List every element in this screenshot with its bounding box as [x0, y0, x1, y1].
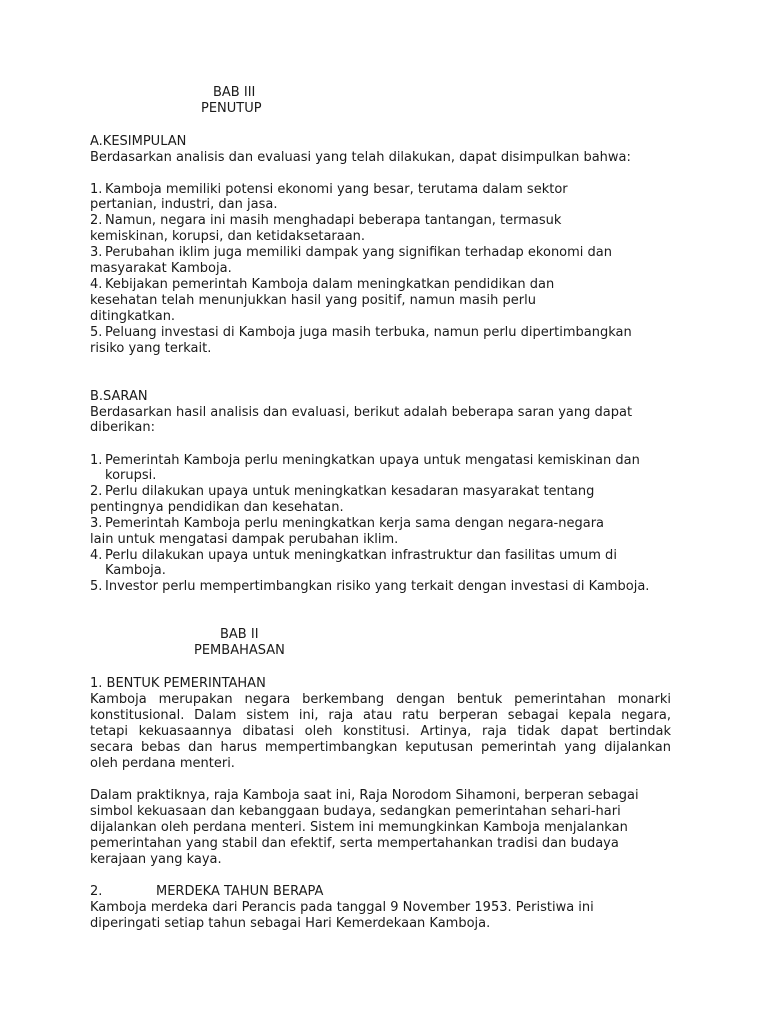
bab2-subtitle: PEMBAHASAN: [194, 643, 285, 658]
list-item: 1. Pemerintah Kamboja perlu meningkatkan upaya untuk mengatasi kemiskinan dan: [90, 453, 640, 468]
paragraph-line: Kamboja merupakan negara berkembang dengan bentuk pemerintahan monarki: [90, 692, 671, 707]
list-item-continuation: korupsi.: [105, 468, 157, 483]
list-item: 5. Investor perlu mempertimbangkan risiko yang terkait dengan investasi di Kamboja.: [90, 579, 650, 594]
paragraph-line: tetapi kekuasaannya dibatasi oleh konstitusi. Artinya, raja tidak dapat bertindak: [90, 724, 671, 739]
list-item: 4. Kebijakan pemerintah Kamboja dalam meningkatkan pendidikan dan: [90, 277, 555, 292]
saran-intro-continuation: diberikan:: [90, 420, 155, 435]
list-item-continuation: masyarakat Kamboja.: [90, 261, 232, 276]
list-item-continuation: ditingkatkan.: [90, 309, 176, 324]
list-item-continuation: pentingnya pendidikan dan kesehatan.: [90, 500, 344, 515]
bab2-title: BAB II: [220, 627, 259, 642]
kesimpulan-intro: Berdasarkan analisis dan evaluasi yang telah dilakukan, dapat disimpulkan bahwa:: [90, 150, 631, 165]
list-item-continuation: risiko yang terkait.: [90, 341, 212, 356]
list-item: 1. Kamboja memiliki potensi ekonomi yang besar, terutama dalam sektor: [90, 182, 568, 197]
saran-heading: B.SARAN: [90, 389, 148, 404]
paragraph-line: konstitusional. Dalam sistem ini, raja atau ratu berperan sebagai kepala negara,: [90, 708, 671, 723]
section2-heading: 2. MERDEKA TAHUN BERAPA: [90, 884, 324, 899]
list-item: 2. Namun, negara ini masih menghadapi beberapa tantangan, termasuk: [90, 213, 562, 228]
bab3-title: BAB III: [213, 85, 256, 100]
paragraph-line: kerajaan yang kaya.: [90, 852, 222, 867]
paragraph-line: diperingati setiap tahun sebagai Hari Kemerdekaan Kamboja.: [90, 916, 491, 931]
bab3-subtitle: PENUTUP: [201, 101, 262, 116]
kesimpulan-heading: A.KESIMPULAN: [90, 134, 187, 149]
list-item: 2. Perlu dilakukan upaya untuk meningkatkan kesadaran masyarakat tentang: [90, 484, 595, 499]
list-item-continuation: lain untuk mengatasi dampak perubahan iklim.: [90, 532, 399, 547]
paragraph-line: oleh perdana menteri.: [90, 756, 235, 771]
list-item: 4. Perlu dilakukan upaya untuk meningkatkan infrastruktur dan fasilitas umum di: [90, 548, 617, 563]
list-item: 3. Perubahan iklim juga memiliki dampak yang signifikan terhadap ekonomi dan: [90, 245, 612, 260]
paragraph-line: secara bebas dan harus mempertimbangkan keputusan pemerintah yang dijalankan: [90, 740, 671, 755]
saran-intro: Berdasarkan hasil analisis dan evaluasi, berikut adalah beberapa saran yang dapat: [90, 405, 633, 420]
list-item: 3. Pemerintah Kamboja perlu meningkatkan kerja sama dengan negara-negara: [90, 516, 605, 531]
list-item-continuation: Kamboja.: [105, 563, 166, 578]
list-item: 5. Peluang investasi di Kamboja juga masih terbuka, namun perlu dipertimbangkan: [90, 325, 632, 340]
paragraph-line: Dalam praktiknya, raja Kamboja saat ini, Raja Norodom Sihamoni, berperan sebagai: [90, 788, 639, 803]
paragraph-line: Kamboja merdeka dari Perancis pada tanggal 9 November 1953. Peristiwa ini: [90, 900, 594, 915]
section1-heading: 1. BENTUK PEMERINTAHAN: [90, 676, 266, 691]
list-item-continuation: pertanian, industri, dan jasa.: [90, 197, 278, 212]
list-item-continuation: kesehatan telah menunjukkan hasil yang positif, namun masih perlu: [90, 293, 536, 308]
paragraph-line: simbol kekuasaan dan kebanggaan budaya, sedangkan pemerintahan sehari-hari: [90, 804, 621, 819]
paragraph-line: pemerintahan yang stabil dan efektif, serta mempertahankan tradisi dan budaya: [90, 836, 619, 851]
paragraph-line: dijalankan oleh perdana menteri. Sistem ini memungkinkan Kamboja menjalankan: [90, 820, 628, 835]
list-item-continuation: kemiskinan, korupsi, dan ketidaksetaraan.: [90, 229, 366, 244]
